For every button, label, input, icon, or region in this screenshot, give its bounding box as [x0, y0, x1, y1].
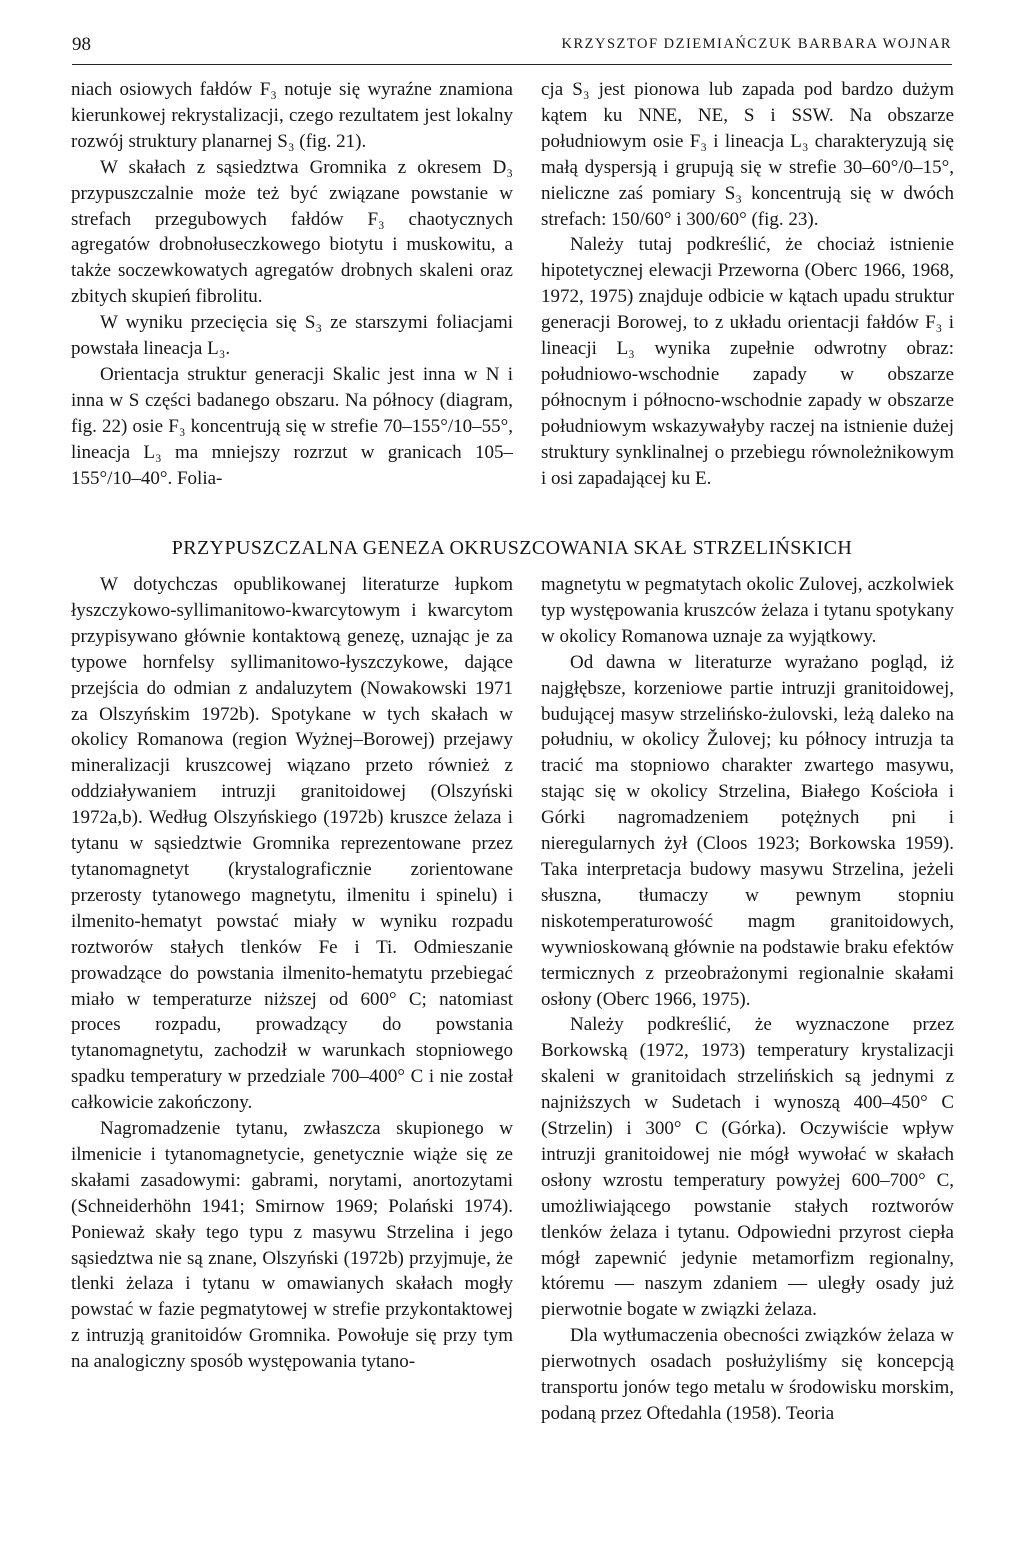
page-number: 98 — [72, 34, 91, 55]
paragraph: W skałach z sąsiedztwa Gromnika z okresem D₃ przypuszczalnie może też być związane powstanie w strefach przegubowych fałdów F₃ chaotycznych agregatów drobnołuseczkowego biotytu i muskowitu, a także soczewkowatych agregatów drobnych skaleni oraz zbitych skupień fibrolitu. — [71, 156, 513, 308]
paragraph: Od dawna w literaturze wyrażano pogląd, iż najgłębsze, korzeniowe partie intruzji granitoidowej, budującej masyw strzelińsko-żulovski, leżą daleko na południu, w okolicy Žulovej; ku północy intruzja ta tracić ma stopniowo charakter zwartego masywu, stając się w okolicy Strzelina, Białego Kościoła i Górki nagromadzeniem potężnych pni i nieregularnych żył (Cloos 1923; Borkowska 1959). Taka interpretacja budowy masywu Strzelina, jeżeli słuszna, tłumaczy w pewnym stopniu niskotemperaturowość magm granitoidowych, wywnioskowaną głównie na podstawie braku efektów termicznych z przeobrażonymi regionalnie skałami osłony (Oberc 1966, 1975). — [541, 651, 954, 1010]
running-title: KRZYSZTOF DZIEMIAŃCZUK BARBARA WOJNAR — [561, 36, 952, 52]
top-left-column — [71, 77, 513, 492]
top-right-column — [541, 77, 954, 492]
paragraph: W dotychczas opublikowanej literaturze łupkom łyszczykowo-syllimanitowo-kwarcytowym i kwarcytom przypisywano głównie kontaktową genezę, uznając je za typowe hornfelsy syllimanitowo-łyszczykowe, dające przejścia do odmian z andaluzytem (Nowakowski 1971 za Olszyńskim 1972b). Spotykane w tych skałach w okolicy Romanowa (region Wyżnej–Borowej) przejawy mineralizacji kruszcowej wiązano przeto również z oddziaływaniem intruzji granitoidowej (Olszyński 1972a,b). Według Olszyńskiego (1972b) kruszce żelaza i tytanu w sąsiedztwie Gromnika reprezentowane przez tytanomagnetyt (krystalograficznie zorientowane przerosty tytanowego magnetytu, ilmenitu i spinelu) i ilmenito-hematyt powstać miały w wyniku rozpadu roztworów stałych tlenków Fe i Ti. Odmieszanie prowadzące do powstania ilmenito-hematytu przebiegać miało w temperaturze niższej od 600° C; natomiast proces rozpadu, prowadzący do powstania tytanomagnetytu, zachodził w warunkach stopniowego spadku temperatury w przedziale 700–400° C i nie został całkowicie zakończony. — [71, 574, 513, 1114]
page-header — [72, 34, 952, 64]
paragraph: Orientacja struktur generacji Skalic jest inna w N i inna w S części badanego obszaru. Na północy (diagram, fig. 22) osie F₃ koncentrują się w strefie 70–155°/10–55°, lineacja L₃ ma mniejszy rozrzut w granicach 105–155°/10–40°. Folia- — [71, 363, 513, 489]
bottom-right-column — [541, 572, 954, 1427]
section-heading: PRZYPUSZCZALNA GENEZA OKRUSZCOWANIA SKAŁ STRZELIŃSKICH — [171, 537, 853, 559]
paragraph: Należy podkreślić, że wyznaczone przez Borkowską (1972, 1973) temperatury krystalizacji skaleni w granitoidach strzelińskich są jednymi z najniższych w Sudetach i wynoszą 400–450° C (Strzelin) i 300° C (Górka). Oczywiście wpływ intruzji granitoidowej nie mógł wywołać w skałach osłony wzrostu temperatury powyżej 600–700° C, umożliwiającego powstanie stałych roztworów tlenków żelaza i tytanu. Odpowiedni przyrost ciepła mógł zapewnić jedynie metamorfizm regionalny, któremu — naszym zdaniem — uległy osady już pierwotnie bogate w związki żelaza. — [541, 1014, 954, 1321]
header-rule — [72, 64, 952, 65]
paragraph: cja S₃ jest pionowa lub zapada pod bardzo dużym kątem ku NNE, NE, S i SSW. Na obszarze południowym osie F₃ i lineacja L₃ charakteryzują się małą dyspersją i grupują się w strefie 30–60°/0–15°, nieliczne zaś pomiary S₃ koncentrują się w dwóch strefach: 150/60° i 300/60° (fig. 23). — [541, 79, 954, 230]
paragraph: Należy tutaj podkreślić, że chociaż istnienie hipotetycznej elewacji Przeworna (Oberc 1966, 1968, 1972, 1975) znajduje odbicie w kątach upadu struktur generacji Borowej, to z układu orientacji fałdów F₃ i lineacji L₃ wynika zupełnie odwrotny obraz: południowo-wschodnie zapady w obszarze północnym i północno-wschodnie zapady w obszarze południowym wskazywałyby raczej na istnienie dużej struktury synklinalnej o przebiegu równoleżnikowym i osi zapadającej ku E. — [541, 234, 954, 489]
bottom-left-column — [71, 572, 513, 1375]
paragraph: W wyniku przecięcia się S₃ ze starszymi foliacjami powstała lineacja L₃. — [71, 312, 513, 360]
paragraph: Nagromadzenie tytanu, zwłaszcza skupionego w ilmenicie i tytanomagnetycie, genetycznie wiąże się ze skałami zasadowymi: gabrami, norytami, anortozytami (Schneiderhöhn 1941; Smirnow 1969; Polański 1974). Ponieważ skały tego typu z masywu Strzelina i jego sąsiedztwa nie są znane, Olszyński (1972b) przyjmuje, że tlenki żelaza i tytanu w omawianych skałach mogły powstać w fazie pegmatytowej w strefie przykontaktowej z intruzją granitoidów Gromnika. Powołuje się przy tym na analogiczny sposób występowania tytano- — [71, 1118, 513, 1373]
paragraph: magnetytu w pegmatytach okolic Zulovej, aczkolwiek typ występowania kruszców żelaza i tytanu spotykany w okolicy Romanowa uznaje za wyjątkowy. — [541, 574, 954, 647]
paragraph: Dla wytłumaczenia obecności związków żelaza w pierwotnych osadach posłużyliśmy się koncepcją transportu jonów tego metalu w środowisku morskim, podaną przez Oftedahla (1958). Teoria — [541, 1325, 954, 1424]
paragraph: niach osiowych fałdów F₃ notuje się wyraźne znamiona kierunkowej rekrystalizacji, czego rezultatem jest lokalny rozwój struktury planarnej S₃ (fig. 21). — [71, 79, 513, 152]
